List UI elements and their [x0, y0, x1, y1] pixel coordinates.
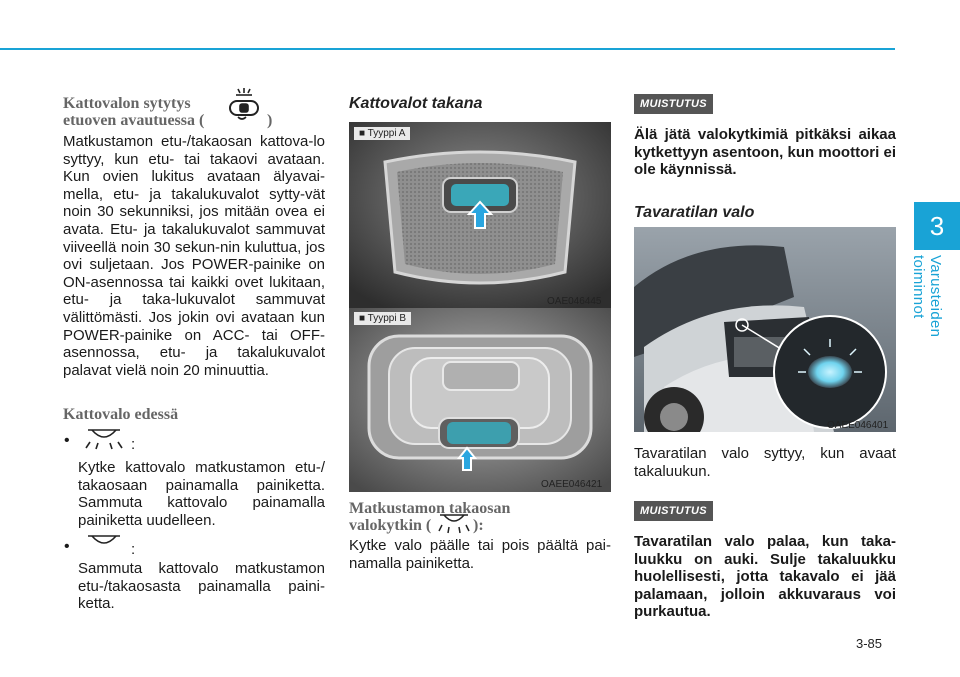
- bullet2-text: Sammuta kattovalo matkustamon etu-/takaosasta painamalla paini-ketta.: [78, 560, 325, 613]
- caution-badge: MUISTUTUS: [634, 94, 713, 114]
- rear-lamp-type-b-photo: [349, 308, 611, 492]
- type-a-label: ■ Tyyppi A: [354, 127, 410, 140]
- roof-lamp-on-icon: [82, 424, 126, 455]
- bullet2-colon: :: [131, 541, 136, 558]
- heading-rear-roof-lights: Kattovalot takana: [349, 95, 483, 112]
- cargo-light-photo: [634, 227, 896, 432]
- bullet1-text: Kytke kattovalo matkustamon etu-/ takaosaan painamalla painiketta. Sammuta kattovalo painamalla painiketta uudelleen.: [78, 459, 325, 529]
- page-number: 3-85: [856, 636, 883, 651]
- chapter-title: Varusteiden toiminnot: [910, 255, 944, 338]
- heading-door-light-close: ): [267, 112, 273, 129]
- heading-rear-switch-close: ):: [473, 517, 484, 534]
- door-light-icon: [224, 87, 264, 132]
- rear-switch-paragraph: Kytke valo päälle tai pois päältä pai-namalla painiketta.: [349, 537, 611, 572]
- heading-front-roof-light: Kattovalo edessä: [63, 406, 179, 423]
- heading-rear-switch-line1: Matkustamon takaosan: [349, 500, 511, 517]
- heading-door-light-line1: Kattovalon sytytys: [63, 95, 191, 112]
- door-light-paragraph: Matkustamon etu-/takaosan kattova-lo syttyy, kun etu- tai takaovi avataan. Kun ovien lukitus avataan älyavai-mella, etu- ja takalukuvalot sytty-vät noin 30 sekunniksi, jos mitään ovea ei avata. Etu- ja takalukuvalot sammuvat viiveellä noin 30 sekun-nin kuluttua, jos ovi suljetaan. Jos POWER-painike on ON-asennossa tai kaikki ovet lukitaan, etu- ja taka-lukuvalot sammuvat välittömästi. Jos jokin ovi avataan kun POWER-painike on ACC- tai OFF-asennossa, etu- ja takalukuvalot palavat vielä noin 20 minuuttia.: [63, 133, 325, 379]
- bullet-dot: •: [64, 432, 70, 449]
- bullet1-colon: :: [131, 436, 136, 453]
- heading-rear-switch-line2: valokytkin (: [349, 517, 432, 534]
- photo-code-b: OAEE046421: [541, 479, 603, 490]
- caution-note-1: Älä jätä valokytkimiä pitkäksi aikaa kytkettyyn asentoon, kun moottori ei ole käynnissä.: [634, 126, 896, 179]
- roof-lamp-off-icon: [82, 532, 126, 557]
- chapter-number-tab: 3: [914, 202, 960, 250]
- type-b-label: ■ Tyyppi B: [354, 312, 411, 325]
- photo-code-a: OAE046445: [547, 296, 602, 307]
- heading-door-light-line2: etuoven avautuessa (: [63, 112, 205, 129]
- photo-code-cargo: OAEE046401: [827, 420, 889, 431]
- rear-lamp-icon: [436, 510, 472, 539]
- caution-note-2: Tavaratilan valo palaa, kun taka-luukku on auki. Sulje takaluukku huolellisesti, jotta takavalo ei jää palamaan, jolloin akkuvaraus voi purkautua.: [634, 533, 896, 621]
- rear-lamp-type-a-photo: [349, 122, 611, 308]
- caution-badge: MUISTUTUS: [634, 501, 713, 521]
- cargo-light-paragraph: Tavaratilan valo syttyy, kun avaat takaluukun.: [634, 445, 896, 480]
- bullet-dot: •: [64, 538, 70, 555]
- top-rule: [0, 48, 895, 50]
- heading-cargo-light: Tavaratilan valo: [634, 204, 755, 221]
